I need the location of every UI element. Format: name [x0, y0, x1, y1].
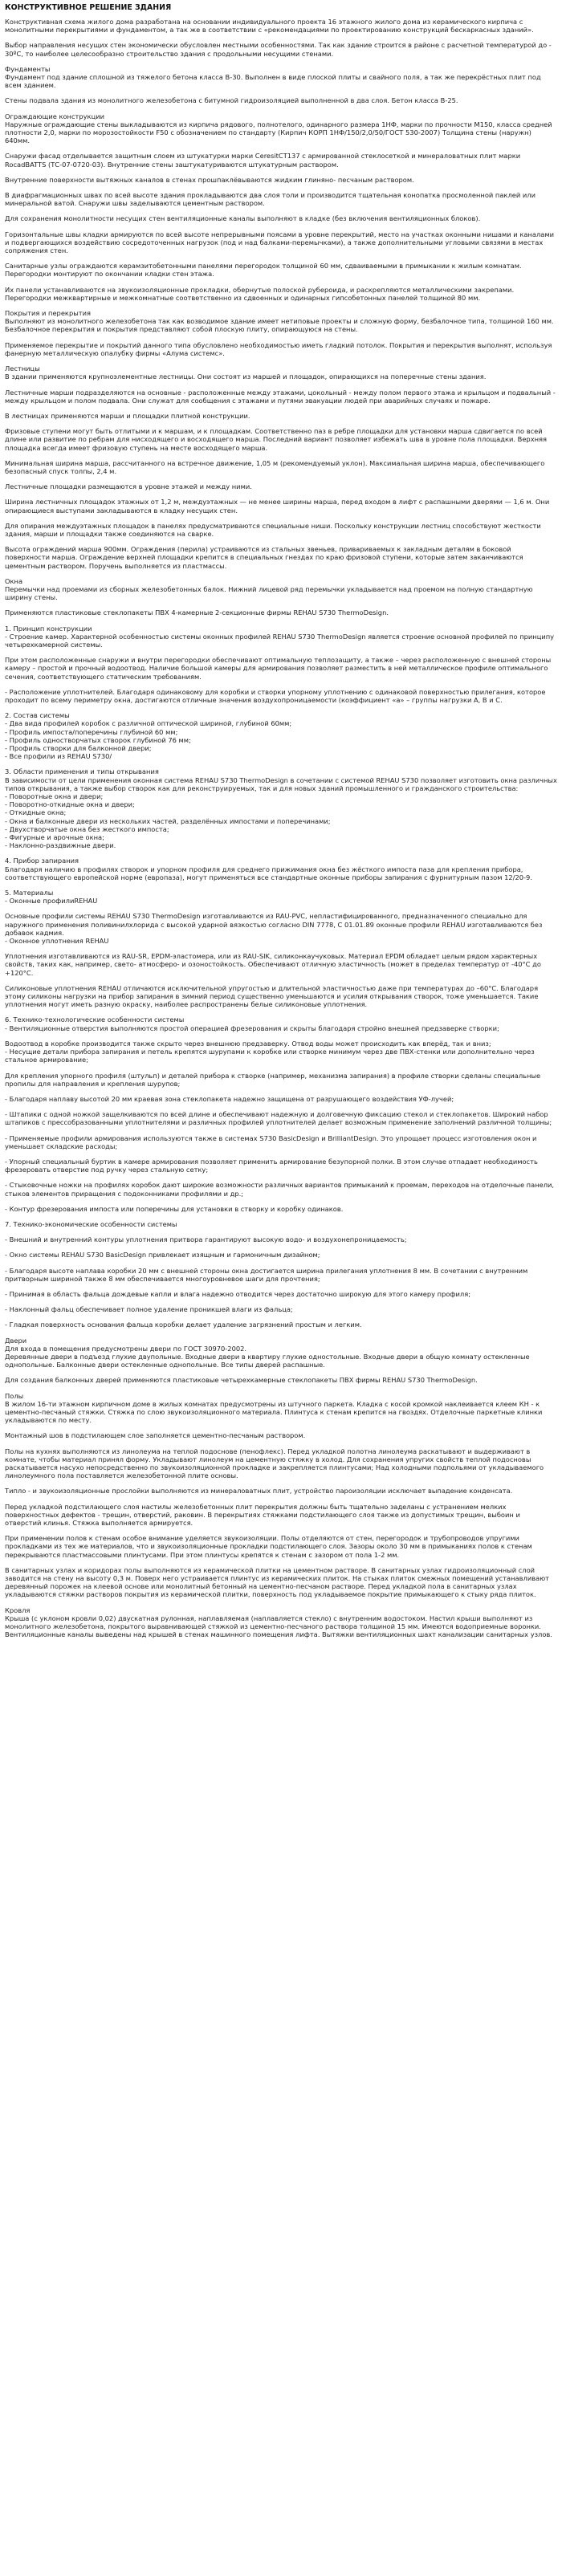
document-title: КОНСТРУКТИВНОЕ РЕШЕНИЕ ЗДАНИЯ: [5, 3, 172, 12]
paragraph: Конструктивная схема жилого дома разработана на основании индивидуального проекта 16 этажного жилого дома из керамического кирпича с монолитными перекрытиями и фундаментом, а так же в соответствии с «рекомендациями по проектированию конструкций бескаркасных зданий».: [5, 18, 534, 35]
paragraph: 7. Технико-экономические особенности системы: [5, 1219, 177, 1228]
paragraph: Уплотнения изготавливаются из RAU-SR, EPDM-эластомера, или из RAU-SIK, силиконкаучуковых. Материал EPDM обладает целым рядом характерных свойств, таких как, например, свето- атмосферо- и озоностойкость. Обеспечивают отличную эластичность (может в пределах температур от -40°С до +120°С.: [5, 952, 541, 977]
paragraph: Перед укладкой подстилающего слоя настилы железобетонных плит перекрытия должны быть тщательно заделаны с устранением мелких поверхностных дефектов - трещин, отверстий, раковин. В перекрытиях стяжками подстилающего слоя также из допустимых трещин, выбоин и отверстий клинья. Стяжка выполняется армируется.: [5, 1502, 520, 1528]
paragraph: При этом расположенные снаружи и внутри перегородки обеспечивают оптимальную теплозащиту, а также – через расположенную с внешней стороны камеру – простой и прочный водоотвод. Наличие большой камеры для армирования позволяет разместить в ней металлическое профиле оптимального сечения, соответствующего статическим требованиям.: [5, 656, 552, 681]
paragraph: - Стыковочные ножки на профилях коробок дают широкие возможности различных вариантов примыканий к проемам, переходов на отделочные панели, стыков элементов приращения с подоконниками профилями и др.;: [5, 1181, 555, 1198]
paragraph: 2. Состав системы - Два вида профилей коробок с различной оптической шириной, глубиной 60мм; - Профиль импоста/поперечины глубиной 60 мм; - Профиль одностворчатых створок глубиной 76 мм; - Профиль створки для балконной двери; - Все профили из REHAU S730/: [5, 711, 292, 761]
paragraph: 3. Области применения и типы открывания В зависимости от цели применения оконная система REHAU S730 ThermoDesign в сочетании с системой REHAU S730 позволяет изготовить окна различных типов открывания, а также выбор створок как для реконструируемых, так и для новых зданий промышленного и гражданского строительства: - Поворотные окна и двери; - Поворотно-откидные окна и двери; - Откидные окна; - Окна и балконные двери из нескольких частей, разделённых импостами и поперечинами; - Двухстворчатые окна без жесткого импоста; - Фигурные и арочные окна; - Наклонно-раздвижные двери.: [5, 767, 557, 850]
paragraph: - Упорный специальный буртик в камере армирования позволяет применить армирование безупорной полки. В этом случае отпадает необходимость фрезеровать отверстие под ручку через стальную сетку;: [5, 1157, 538, 1174]
paragraph: - Расположение уплотнителей. Благодаря одинаковому для коробки и створки упорному уплотнению с одинаковой поверхностью прилегания, которое проходит по всему периметру окна, достигаются отличные значения воздухопроницаемости (коэффициент «а» – группы нагрузки А, В и С.: [5, 687, 546, 704]
paragraph: Силиконовые уплотнения REHAU отличаются исключительной упругостью и длительной эластичностью даже при температурах до –60°С. Благодаря этому силиконы нагрузки на прибор запирания в зимний период существенно уменьшаются и усилия открывания створок, тоже уменьшается. Такие уплотнения могут иметь разную окраску, наиболее распространены белые силиконовые уплотнения.: [5, 983, 539, 1009]
paragraph: Ширина лестничных площадок этажных от 1,2 м, междуэтажных — не менее ширины марша, перед входом в лифт с распашными дверями — 1,6 м. Они опирающиеся выступами закладываются в кладку несущих стен.: [5, 498, 550, 515]
paragraph: В лестницах применяются марши и площадки плитной конструкции.: [5, 411, 250, 420]
paragraph: - Внешний и внутренний контуры уплотнения притвора гарантируют высокую водо- и воздухонепроницаемость;: [5, 1235, 407, 1244]
paragraph: Для сохранения монолитности несущих стен вентиляционные каналы выполняют в кладке (без включения вентиляционных блоков).: [5, 214, 481, 223]
paragraph: Внутренние поверхности вытяжных каналов в стенах прошпаклёвываются жидким глиняно- песчаным раствором.: [5, 175, 414, 184]
paragraph: Водоотвод в коробке производится также скрыто через внешнюю предзаверку. Отвод воды может происходить как вперёд, так и вниз; - Несущие детали прибора запирания и петель крепятся шурупами к коробке или створке минимум через две ПВХ-стенки или дополнительно через стальное армирование;: [5, 1039, 535, 1064]
paragraph: Применяются пластиковые стеклопакеты ПВХ 4-камерные 2-секционные фирмы REHAU S730 ThermoDesign.: [5, 608, 389, 617]
paragraph: - Штапики с одной ножкой защелкиваются по всей длине и обеспечивают надежную и долговечную фиксацию стекол и стеклопакетов. Широкий набор штапиков с прессобразованными уплотнителями и различных профилей уплотнителей делает возможным применение заполнений различной толщины;: [5, 1110, 552, 1127]
paragraph: Горизонтальные швы кладки армируются по всей высоте непрерывными поясами в уровне перекрытий, место на участках оконными нишами и каналами и подвергающихся воздействию сосредоточенных нагрузок (под и над балками-перемычками), а также дополнительными угловыми связями в местах сопряжения стен.: [5, 230, 554, 255]
paragraph: Типло - и звукоизоляционные прослойки выполняются из минераловатных плит, устройство пароизоляции исключает выпадение конденсата.: [5, 1487, 513, 1496]
paragraph: Минимальная ширина марша, рассчитанного на встречное движение, 1,05 м (рекомендуемый уклон). Максимальная ширина марша, обеспечивающего безопасный спуск толпы, 2,4 м.: [5, 458, 545, 475]
paragraph: - Гладкая поверхность основания фальца коробки делает удаление загрязнений простым и легким.: [5, 1321, 362, 1329]
paragraph: 6. Технико-технологические особенности системы - Вентиляционные отверстия выполняются простой операцией фрезерования и скрыты благодаря стройно внешней предзаверке створки;: [5, 1015, 499, 1032]
paragraph: - Принимая в область фальца дождевые капли и влага надежно отводится через достаточно широкую для этого камеру профиля;: [5, 1289, 470, 1298]
paragraph: Выбор направления несущих стен экономически обусловлен местными особенностями. Так как здание строится в районе с расчетной температурой до - 30ºС, то наиболее целесообразно строительство здания с продольными несущими стенами.: [5, 41, 552, 58]
paragraph: Для опирания междуэтажных площадок в панелях предусматриваются специальные ниши. Поскольку конструкции лестниц способствуют жесткости здания, марши и площадки также соединяются на сварке.: [5, 521, 541, 538]
paragraph: - Окно системы REHAU S730 BasicDesign привлекает изящным и гармоничным дизайном;: [5, 1251, 320, 1260]
paragraph: 5. Материалы - Оконные профилиREHAU: [5, 889, 98, 905]
document-body: [5, 18, 557, 1638]
paragraph: В диафрагмационных швах по всей высоте здания прокладываются два слоя толи и производится тщательная конопатка просмоленной паклей или минеральной ватой. Снаружи швы заделываются цементным раствором.: [5, 191, 536, 208]
paragraph: Высота ограждений марша 900мм. Ограждения (перила) устраиваются из стальных звеньев, привариваемых к закладным деталям в боковой поверхности марша. Ограждение верхней площадки крепится в специальных гнездах по краю фризовой ступени, которые затем заканчиваются цементным раствором. Поручень выполняется из пластмассы.: [5, 545, 523, 570]
paragraph: Окна Перемычки над проемами из сборных железобетонных балок. Нижний лицевой ряд перемычки укладывается над проемом на полную стандартную ширину стены.: [5, 576, 533, 602]
paragraph: - Благодаря высоте наплава коробки 20 мм с внешней стороны окна достигается ширина прилегания уплотнения 8 мм. В сочетании с внутренним притворным шириной также 8 мм обеспечивается многоуровневое шаги для прочтения;: [5, 1266, 528, 1283]
paragraph: - Наклонный фальц обеспечивает полное удаление проникшей влаги из фальца;: [5, 1305, 293, 1314]
paragraph: Монтажный шов в подстилающем слое заполняется цементно-песчаным раствором.: [5, 1431, 306, 1440]
paragraph: 4. Прибор запирания Благодаря наличию в профилях створок и упорном профиля для среднего прижимания окна без жёсткого импоста паза для крепления прибора, соответствующего европейской норме (европаза), могут применяться все стандартные оконные приборы запирания с фурнитурным пазом 12/20-9.: [5, 857, 532, 881]
paragraph: Фундаменты Фундамент под здание сплошной из тяжелого бетона класса В-30. Выполнен в виде плоской плиты и свайного поля, а так же перекрёстных плит под всем зданием.: [5, 64, 541, 90]
paragraph: Двери Для входа в помещения предусмотрены двери по ГОСТ 30970-2002. Деревянные двери в подъезд глухие двупольные. Входные двери в квартиру глухие одностольные. Входные двери в общую комнату остекленные однопольные. Балконные двери остекленные однопольные. Все типы дверей распашные.: [5, 1336, 530, 1369]
paragraph: Лестничные марши подразделяются на основные - расположенные между этажами, цокольный - между полом первого этажа и крыльцом и подвальный - между крыльцом и полом подвала. Они служат для сообщения с этажами и путями эвакуации людей при аварийных случаях и пожаре.: [5, 388, 556, 405]
paragraph: Покрытия и перекрытия Выполняют из монолитного железобетона так как возводимое здание имеет нетиповые проекты и сложную форму, безбалочное типа, толщиной 160 мм. Безбалочное перекрытия и покрытия представляют собой плоскую плиту, опирающуюся на стены.: [5, 309, 554, 334]
paragraph: - Благодаря наплаву высотой 20 мм краевая зона стеклопакета надежно защищена от разрушающего воздействия УФ-лучей;: [5, 1094, 454, 1103]
paragraph: Применяемое перекрытие и покрытий данного типа обусловлено необходимостью иметь гладкий потолок. Покрытия и перекрытия выполнят, используя фанерную металлическую опалубку фирмы «Алума системс».: [5, 340, 552, 357]
paragraph: Лестничные площадки размещаются в уровне этажей и между ними.: [5, 482, 252, 491]
paragraph: Санитарные узлы ограждаются керамзитобетонными панелями перегородок толщиной 60 мм, сдваиваемыми в примыкании к жилым комнатам. Перегородки монтируют по окончании кладки стен этажа.: [5, 262, 522, 279]
paragraph: При применении полов к стенам особое внимание уделяется звукоизоляции. Полы отделяются от стен, перегородок и трубопроводов упругими прокладками из тех же материалов, что и звукоизоляционные прокладки подстилающего слоя. Зазоры около 30 мм в примыканиях полов к стенам перекрываются пластмассовыми плинтусами. При этом плинтусы крепятся к стенам с зазором от пола 1-2 мм.: [5, 1534, 532, 1559]
paragraph: Их панели устанавливаются на звукоизоляционные прокладки, обернутые полоской рубероида, и раскрепляются металлическими закрепами. Перегородки межквартирные и межкомнатные соответственно из сдвоенных и одинарных гипсобетонных панелей толщиной 80 мм.: [5, 285, 515, 302]
paragraph: Для крепления упорного профиля (штульп) и деталей прибора к створке (например, механизма запирания) в профиле створки сделаны специальные пропилы для направления и крепления шурупов;: [5, 1071, 541, 1088]
paragraph: Полы В жилом 16-ти этажном кирпичном доме в жилых комнатах предусмотрены из штучного паркета. Кладка с косой кромкой наклеивается клеем КН - к цементно-песчаный стяжки. Стяжка по слою звукоизоляционного материала. Плинтуса к стенам крепится на гвоздях. Отделочные паркетные клинки укладываются по месту.: [5, 1391, 543, 1425]
paragraph: Снаружи фасад отделывается защитным слоем из штукатурки марки CeresitCT137 с армированной стеклосеткой и минераловатных плит марки RocadBATTS (ТС-07-0720-03). Внутренние стены заштукатуриваются штукатурным раствором.: [5, 152, 521, 169]
paragraph: Фризовые ступени могут быть отлитыми и к маршам, и к площадкам. Соответственно паз в ребре площадки для установки марша сдвигается по всей длине или развитие по ребрам для нисходящего и восходящего марша. Последний вариант позволяет избежать шва в уровне пола площадки. Верхняя площадка всегда имеет фризовую ступень на месте восходящего марша.: [5, 427, 548, 452]
paragraph: 1. Принцип конструкции - Строение камер. Характерной особенностью системы оконных профилей REHAU S730 ThermoDesign является строение основной профилей по принципу четырехкамерной системы.: [5, 624, 555, 649]
paragraph: Полы на кухнях выполняются из линолеума на теплой подоснове (пенофлекс). Перед укладкой полотна линолеума раскатывают и выдерживают в комнате, чтобы материал принял форму. Укладывают линолеум на цементную стяжку в холод. Для сохранения упругих свойств теплой подосновы раскатывается насухо непосредственно по звукоизоляционной прокладке и закрепляется плинтусами; Над холодными подпольями от укладываемого линолеумного пола поставляется железобетонной плите основы.: [5, 1447, 544, 1480]
paragraph: Ограждающие конструкции Наружные ограждающие стены выкладываются из кирпича рядового, полнотелого, одинарного размера 1НФ, марки по прочности М150, класса средней плотности 2,0, марки по морозостойкости F50 с обозначением по стандарту (Кирпич КОРП 1НФ/150/2,0/50/ГОСТ 530-2007) Толщина стены (наружн) 640мм.: [5, 112, 552, 145]
paragraph: Стены подвала здания из монолитного железобетона с битумной гидроизоляцией выполненной в два слоя. Бетон класса В-25.: [5, 96, 458, 105]
paragraph: - Контур фрезерования импоста или поперечины для установки в створку и коробку одинаков.: [5, 1204, 344, 1213]
paragraph: В санитарных узлах и коридорах полы выполняются из керамической плитки на цементном растворе. В санитарных узлах гидроизоляционный слой заводится на стену на высоту 0,3 м. Поверх него устраивается плинтус из керамических плиток. На стыках плиток смежных помещений устанавливают деревянный порожек на клеевой основе или монолитный бетонный на цементно-песчаном растворе. Перед укладкой пола в санитарных узлах укладываются стяжки растворов покрытия из керамической плитки, поверхность под укладываемое покрытие примыкающего к стыку ряда плиток.: [5, 1565, 550, 1599]
paragraph: Кровля Крыша (с уклоном кровли 0,02) двускатная рулонная, наплавляемая (наплавляется стекло) с внутренним водостоком. Настил крыши выполняют из монолитного железобетона, покрытого выравнивающей стяжкой из цементно-песчаного раствора толщиной 15 мм. Имеются водоприемные воронки. Вентиляционные каналы выведены над крышей в стенах машинного помещения лифта. Вытяжки вентиляционных шахт канализации санитарных узлов.: [5, 1605, 552, 1639]
paragraph: Основные профили системы REHAU S730 ThermoDesign изготавливаются из RAU-PVC, непластифицированного, предназначенного специально для наружного применения поливинилхлорида с высокой ударной вязкостью согласно DIN 7778, С 01.01.89 оконные профили REHAU изготавливаются без добавок кадмия. - Оконное уплотнения REHAU: [5, 912, 543, 946]
paragraph: Для создания балконных дверей применяются пластиковые четырехкамерные стеклопакеты ПВХ фирмы REHAU S730 ThermoDesign.: [5, 1376, 478, 1385]
paragraph: Лестницы В здании применяются крупноэлементные лестницы. Они состоят из маршей и площадок, опирающихся на поперечные стены здания.: [5, 364, 487, 381]
paragraph: - Применяемые профили армирования используются также в системах S730 BasicDesign и BrilliantDesign. Это упрощает процесс изготовления окон и уменьшает складские расходы;: [5, 1133, 537, 1150]
